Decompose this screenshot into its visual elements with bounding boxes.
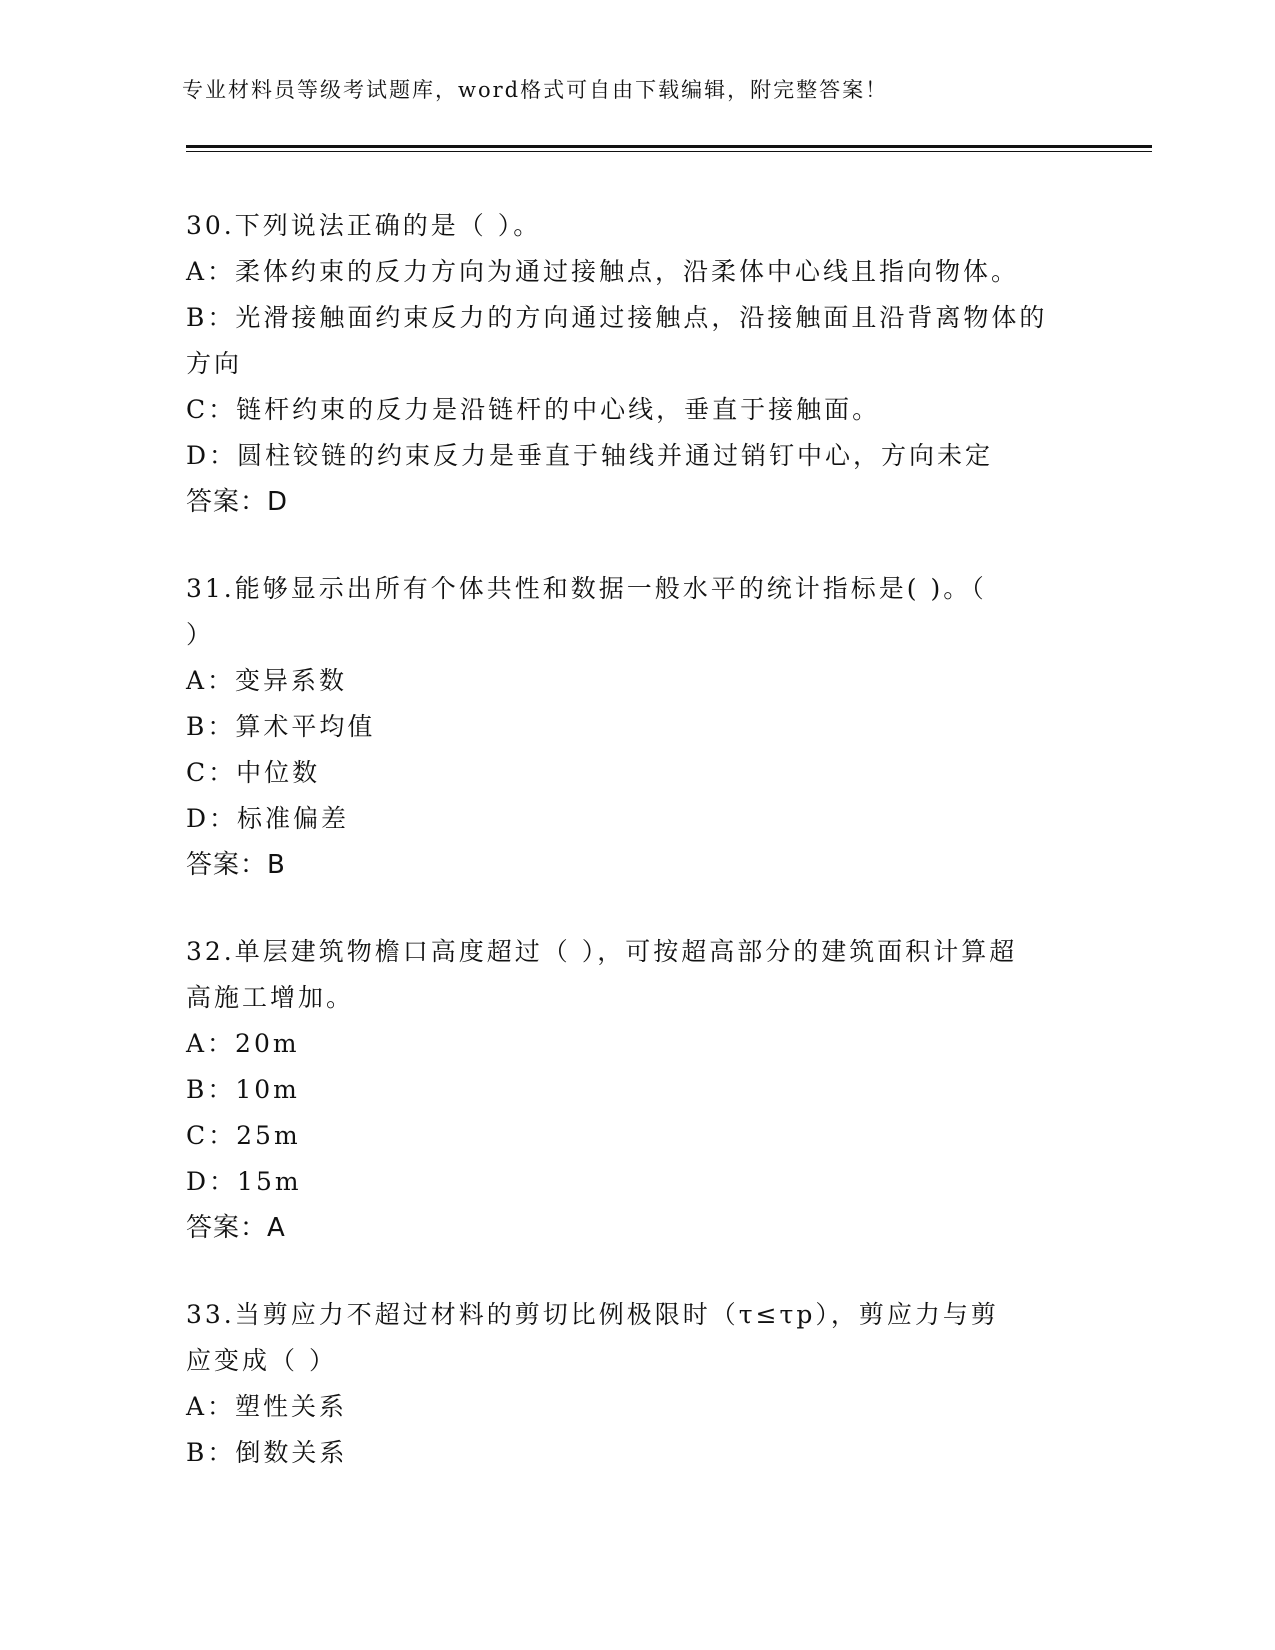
option-b: B：倒数关系: [186, 1438, 348, 1467]
question-list: [186, 203, 1086, 1517]
option-b: B：算术平均值: [186, 712, 376, 741]
option-a: A：塑性关系: [186, 1392, 348, 1421]
option-a: A：20m: [186, 1029, 300, 1058]
option-c: C：中位数: [186, 758, 321, 787]
option-c: C：25m: [186, 1121, 301, 1150]
page-header: 专业材料员等级考试题库，word格式可自由下载编辑，附完整答案！: [182, 78, 889, 102]
answer-line: 答案：D: [186, 487, 289, 517]
answer-line: 答案：A: [186, 1213, 286, 1243]
question-stem-line-continued: 高施工增加。: [186, 983, 355, 1012]
question-30: [186, 203, 1086, 525]
question-stem-line: 30.下列说法正确的是（ ）。: [186, 211, 542, 240]
question-31: [186, 566, 1086, 888]
option-d: D：圆柱铰链的约束反力是垂直于轴线并通过销钉中心，方向未定: [186, 441, 994, 470]
header-rule-thin: [186, 151, 1152, 152]
question-stem-line: 31.能够显示出所有个体共性和数据一般水平的统计指标是( )。（: [186, 574, 987, 603]
answer-line: 答案：B: [186, 850, 286, 880]
option-c: C：链杆约束的反力是沿链杆的中心线，垂直于接触面。: [186, 395, 881, 424]
question-32: [186, 929, 1086, 1251]
option-d: D：15m: [186, 1167, 302, 1196]
question-stem-line-continued: ）: [186, 620, 215, 649]
option-a: A：柔体约束的反力方向为通过接触点，沿柔体中心线且指向物体。: [186, 257, 1020, 286]
question-stem-line: 32.单层建筑物檐口高度超过（ ），可按超高部分的建筑面积计算超: [186, 937, 1018, 966]
question-stem-line: 33.当剪应力不超过材料的剪切比例极限时（τ≤τp），剪应力与剪: [186, 1300, 999, 1329]
question-33: [186, 1292, 1086, 1476]
question-stem-line-continued: 应变成（ ）: [186, 1346, 337, 1375]
option-b: B：光滑接触面约束反力的方向通过接触点，沿接触面且沿背离物体的: [186, 303, 1048, 332]
header-rule-thick: [186, 145, 1152, 148]
option-b: B：10m: [186, 1075, 300, 1104]
option-d: D：标准偏差: [186, 804, 350, 833]
option-b-continued: 方向: [186, 349, 243, 378]
option-a: A：变异系数: [186, 666, 348, 695]
